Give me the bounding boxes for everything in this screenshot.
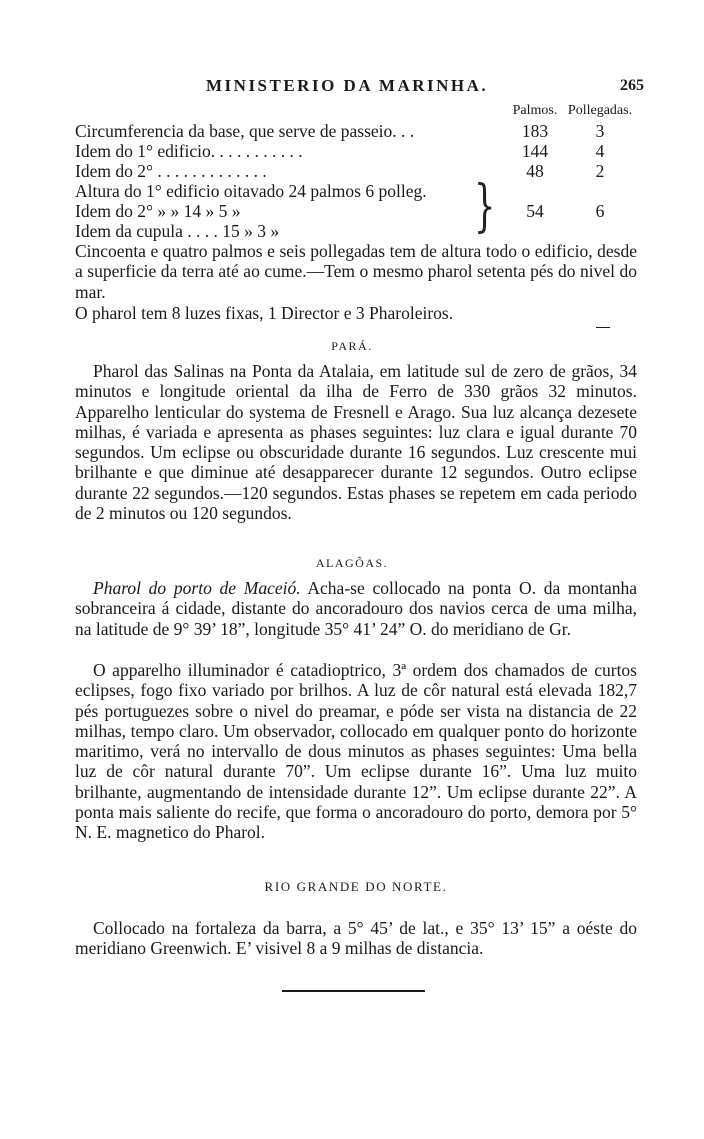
paragraph-maceio-location xyxy=(75,578,637,639)
measurement-label: Idem do 1° edificio. . . . . . . . . . . xyxy=(75,141,303,161)
paragraph-total-height xyxy=(75,241,637,302)
paragraph-text: Pharol das Salinas na Ponta da Atalaia, em latitude sul de zero de grãos, 34 minutos e longitude oriental da ilha de Ferro de 330 grãos 32 minutos. Apparelho lenticular do systema de Fresnell e Arago. Sua luz alcança dezesete milhas, é variada e apresenta as phases seguintes: luz clara e igual durante 70 segundos. Um eclipse ou obscuridade durante 16 segundos. Luz crescente mui brilhante e que diminue até desapparecer durante 12 segundos. Outro eclipse durante 22 segundos.—120 segundos. Estas phases se repetem em cada periodo de 2 minutos ou 120 segundos. xyxy=(75,361,637,524)
measurement-row xyxy=(75,221,635,241)
paragraph-rio-grande-do-norte xyxy=(75,918,637,959)
measurement-label: Idem da cupula . . . . 15 » 3 » xyxy=(75,221,280,241)
measurement-label: Altura do 1° edificio oitavado 24 palmos 6 polleg. xyxy=(75,181,427,201)
paragraph-text: O pharol tem 8 luzes fixas, 1 Director e 3 Pharoleiros. xyxy=(75,303,454,323)
lighthouse-name: Pharol do porto de Maceió. xyxy=(93,578,301,598)
measurement-palmos: 48 xyxy=(526,161,544,181)
measurement-label: Circumferencia da base, que serve de passeio. . . xyxy=(75,121,415,141)
running-title: MINISTERIO DA MARINHA. xyxy=(206,76,489,95)
section-heading-rio-grande-do-norte: RIO GRANDE DO NORTE. xyxy=(264,879,448,894)
paragraph-staff xyxy=(75,303,637,323)
grouping-brace: } xyxy=(474,174,496,239)
paragraph-text: O apparelho illuminador é catadioptrico, 3ª ordem dos chamados de curtos eclipses, fogo fixo variado por brilhos. A luz de côr natural está elevada 182,7 pés portuguezes sobre o nivel do preamar, e póde ser vista na distancia de 22 milhas, tempo claro. Um observador, collocado em qualquer ponto do horizonte maritimo, verá no intervallo de dous minutos as phases seguintes: Uma bella luz de côr natural durante 70”. Um eclipse durante 16”. Uma luz muito brilhante, augmentando de intensidade durante 12”. Um eclipse durante 22”. A ponta mais saliente do recife, que forma o ancoradouro do porto, demora por 5° N. E. magnetico do Pharol. xyxy=(75,660,637,843)
measurement-row xyxy=(75,121,635,141)
measurement-label: Idem do 2° » » 14 » 5 » xyxy=(75,201,241,221)
section-heading-para: PARÁ. xyxy=(331,339,373,353)
page-number: 265 xyxy=(620,77,644,94)
paragraph-text: Collocado na fortaleza da barra, a 5° 45’ de lat., e 35° 13’ 15” a oéste do meridiano Greenwich. E’ visivel 8 a 9 milhas de distancia. xyxy=(75,918,637,959)
closing-rule xyxy=(282,990,425,992)
section-heading-alagoas: ALAGÔAS. xyxy=(315,556,389,570)
measurement-pollegadas: 4 xyxy=(595,141,605,161)
column-header-palmos: Palmos. xyxy=(512,103,558,118)
measurement-pollegadas: 3 xyxy=(595,121,605,141)
margin-dash xyxy=(596,327,610,328)
measurement-row xyxy=(75,161,635,181)
measurement-palmos: 144 xyxy=(521,141,549,161)
measurement-pollegadas: 2 xyxy=(595,161,605,181)
measurement-pollegadas: 6 xyxy=(595,201,605,221)
measurements-header-row xyxy=(75,103,635,123)
paragraph-para-lighthouse xyxy=(75,361,637,523)
measurement-row xyxy=(75,181,635,201)
measurement-row xyxy=(75,201,635,221)
column-header-pollegadas: Pollegadas. xyxy=(567,103,633,118)
running-header xyxy=(0,76,704,100)
measurement-label: Idem do 2° . . . . . . . . . . . . . xyxy=(75,161,267,181)
paragraph-maceio-apparatus xyxy=(75,660,637,843)
measurement-palmos: 183 xyxy=(521,121,549,141)
paragraph-text: Acha-se collocado na ponta O. da montanha sobranceira á cidade, distante do ancoradouro dos navios cerca de uma milha, na latitude de 9° 39’ 18”, longitude 35° 41’ 24” O. do meridiano de Gr. xyxy=(75,578,637,639)
measurement-row xyxy=(75,141,635,161)
paragraph-text: Cincoenta e quatro palmos e seis pollegadas tem de altura todo o edificio, desde a superficie da terra até ao cume.—Tem o mesmo pharol setenta pés do nivel do mar. xyxy=(75,241,637,302)
measurement-palmos: 54 xyxy=(526,201,544,221)
